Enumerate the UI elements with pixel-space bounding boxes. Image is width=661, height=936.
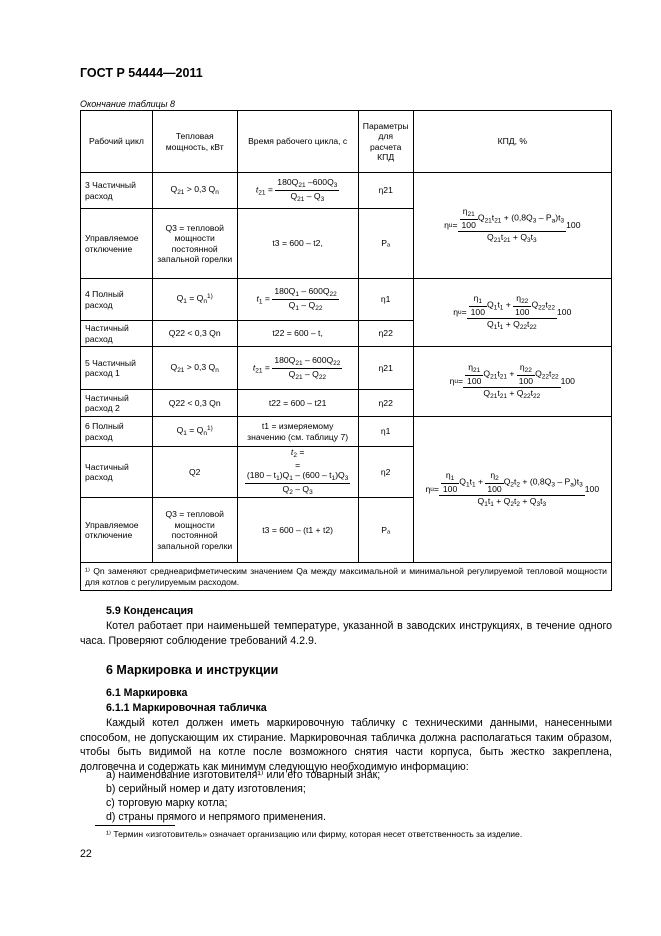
- header-cycle: Рабочий цикл: [81, 111, 153, 173]
- section-6-title: 6 Маркировка и инструкции: [106, 663, 279, 677]
- cycle-cell: Частичный расход: [81, 447, 153, 498]
- cycle-cell: 3 Частичный расход: [81, 173, 153, 209]
- param-cell: η21: [358, 173, 413, 209]
- header-params: Параметры для расчета КПД: [358, 111, 413, 173]
- section-5-9-text: Котел работает при наименьшей температуре, указанной в заводских инструкциях, в течение одного часа. Проверяют соблюдение требований 4.2.9.: [80, 620, 612, 647]
- cycle-cell: Управляемое отключение: [81, 498, 153, 563]
- document-header: ГОСТ Р 54444—2011: [80, 66, 203, 80]
- cycle-cell: Частичный расход 2: [81, 390, 153, 417]
- efficiency-table: [80, 110, 612, 591]
- footnote: ¹⁾ Термин «изготовитель» означает организацию или фирму, которая несет ответственность за изделие.: [106, 829, 523, 839]
- time-formula: $t_1$ = $\frac{180Q_1 - 600Q_{22}}{Q_1 - Q_{22}}$: [237, 279, 358, 321]
- cycle-cell: 5 Частичный расход 1: [81, 347, 153, 390]
- time-formula: $t_2$ = = $\frac{(180 - t_1)Q_1 - (600 - t_1)Q_3}{Q_2 - Q_3}$: [237, 447, 358, 498]
- param-cell: η1: [358, 417, 413, 447]
- footnote-divider: [95, 825, 175, 826]
- power-cell: Q2: [152, 447, 237, 498]
- efficiency-formula: η u = $\frac{\eta_1}{100}$ $Q_1t_1$ + $\frac{\eta_{22}}{100}$ $Q_{22}t_{22}$ $Q_1t_1 + Q_{22}t_{22}$ 100: [413, 279, 611, 347]
- time-cell: t3 = 600 – (t1 + t2): [237, 498, 358, 563]
- power-cell: $Q_1 = Q_n^{1)}$: [152, 279, 237, 321]
- param-cell: η22: [358, 321, 413, 347]
- power-cell: Q22 < 0,3 Qn: [152, 321, 237, 347]
- header-efficiency: КПД, %: [413, 111, 611, 173]
- cycle-cell: Управляемое отключение: [81, 209, 153, 279]
- cycle-cell: 4 Полный расход: [81, 279, 153, 321]
- param-cell: Pₐ: [358, 209, 413, 279]
- time-cell: t1 = измеряемому значению (см. таблицу 7): [237, 417, 358, 447]
- efficiency-formula: η u = $\frac{\eta_1}{100}$ $Q_1t_1$ + $\frac{\eta_2}{100}$ $Q_2t_2 + (0,8Q_3 - P_a)t_3$ $Q_1t_1 + Q_2t_2 + Q_3t_3$ 100: [413, 417, 611, 563]
- section-5-9-title: 5.9 Конденсация: [106, 605, 194, 617]
- power-cell: $Q_1 = Q_n^{1)}$: [152, 417, 237, 447]
- param-cell: η22: [358, 390, 413, 417]
- list-item: b) серийный номер и дату изготовления;: [106, 783, 306, 795]
- table-header-row: [81, 111, 612, 173]
- table-row: [81, 417, 612, 447]
- power-cell: Q3 = тепловой мощности постоянной запальной горелки: [152, 498, 237, 563]
- page-number: 22: [80, 848, 92, 860]
- efficiency-formula: η u = $\frac{\eta_{21}}{100}$ $Q_{21}t_{21}$ + $\frac{\eta_{22}}{100}$ $Q_{22}t_{22}$ $Q_{21}t_{21} + Q_{22}t_{22}$ 100: [413, 347, 611, 417]
- table-caption: Окончание таблицы 8: [80, 99, 175, 109]
- power-cell: Q22 < 0,3 Qn: [152, 390, 237, 417]
- power-cell: Q3 = тепловой мощности постоянной запальной горелки: [152, 209, 237, 279]
- efficiency-formula: η u = $\frac{\eta_{21}}{100}$ $Q_{21}t_{21} + (0,8Q_3 - P_a)t_3$ $Q_{21}t_{21} + Q_3t_3$ 100: [413, 173, 611, 279]
- table-row: [81, 279, 612, 321]
- table-note-row: [81, 563, 612, 591]
- table-note: ¹⁾ Qn заменяют среднеарифметическим значением Qa между максимальной и минимальной регулируемой тепловой мощности для котлов с регулируемым расходом.: [81, 563, 612, 591]
- param-cell: η21: [358, 347, 413, 390]
- list-item: a) наименование изготовителя¹⁾ или его товарный знак;: [106, 769, 381, 781]
- table-row: [81, 173, 612, 209]
- time-cell: t3 = 600 – t2,: [237, 209, 358, 279]
- section-6-1-1-paragraph: Каждый котел должен иметь маркировочную табличку с техническими данными, нанесенными способом, не допускающим их стирание. Маркировочная табличка должна располагаться таким образом, чтобы быть видимой на котле после возможного снятия части корпуса, быть жестко закреплена, долговечна и содержать как минимум следующую необходимую информацию:: [80, 717, 612, 773]
- time-cell: t22 = 600 – t,: [237, 321, 358, 347]
- section-6-1-title: 6.1 Маркировка: [106, 687, 188, 699]
- time-formula: $t_{21}$ = $\frac{180Q_{21} - 600Q_{22}}{Q_{21} - Q_{22}}$: [237, 347, 358, 390]
- power-cell: $Q_{21} > 0,3$ $Q_n$: [152, 347, 237, 390]
- time-cell: t22 = 600 – t21: [237, 390, 358, 417]
- section-6-1-1-title: 6.1.1 Маркировочная табличка: [106, 702, 267, 714]
- cycle-cell: Частичный расход: [81, 321, 153, 347]
- list-item: d) страны прямого и непрямого применения.: [106, 811, 326, 823]
- time-formula: $t_{21}$ = $\frac{180Q_{21} -600Q_3}{Q_{21} - Q_3}$: [237, 173, 358, 209]
- power-cell: $Q_{21} > 0,3$ $Q_n$: [152, 173, 237, 209]
- cycle-cell: 6 Полный расход: [81, 417, 153, 447]
- param-cell: Pₐ: [358, 498, 413, 563]
- header-power: Тепловая мощность, кВт: [152, 111, 237, 173]
- table-row: [81, 347, 612, 390]
- param-cell: η1: [358, 279, 413, 321]
- list-item: c) торговую марку котла;: [106, 797, 228, 809]
- param-cell: η2: [358, 447, 413, 498]
- header-time: Время рабочего цикла, с: [237, 111, 358, 173]
